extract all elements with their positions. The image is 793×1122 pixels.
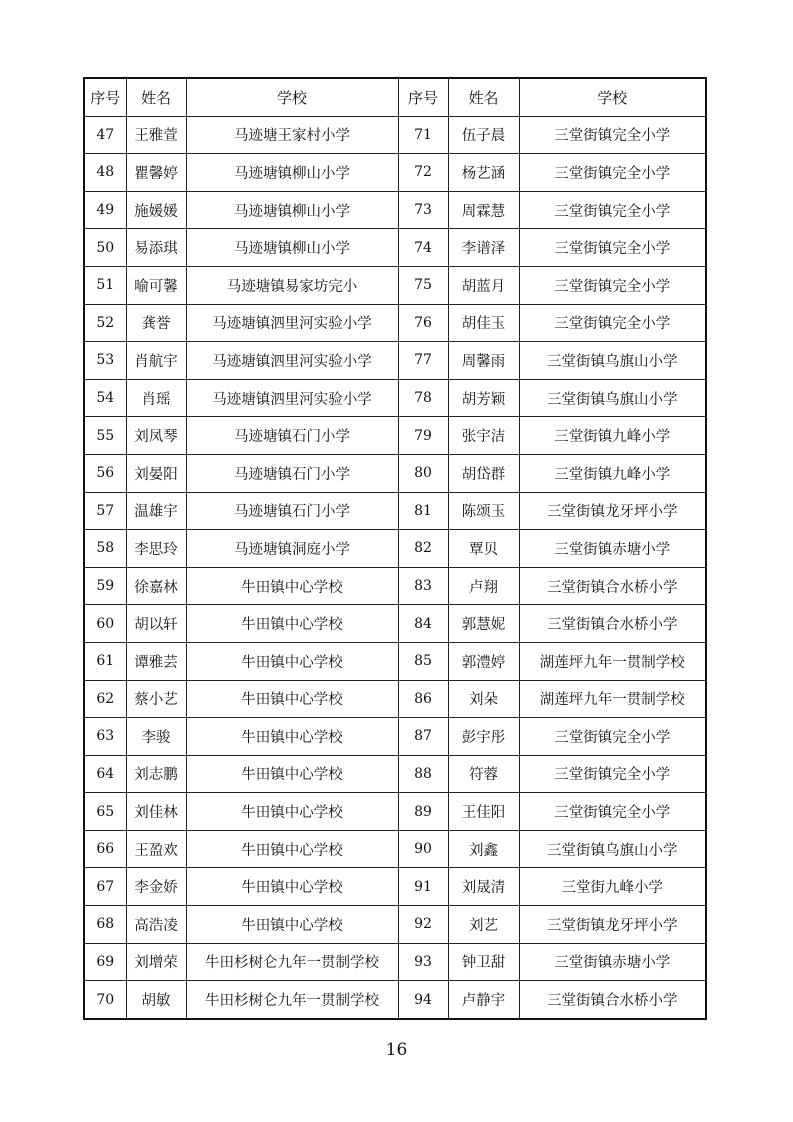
table-row [84, 793, 706, 831]
left-school-cell: 马迹塘镇易家坊完小 [186, 266, 398, 304]
left-seq-cell: 49 [84, 191, 126, 229]
table-row [84, 680, 706, 718]
left-name-cell: 王雅萱 [126, 116, 186, 154]
left-school-cell: 马迹塘镇泗里河实验小学 [186, 342, 398, 380]
right-seq-cell: 84 [398, 605, 448, 643]
right-name-cell: 刘朵 [448, 680, 519, 718]
left-school-cell: 马迹塘镇柳山小学 [186, 229, 398, 267]
left-school-cell: 马迹塘镇泗里河实验小学 [186, 304, 398, 342]
table-row [84, 342, 706, 380]
right-school-cell: 三堂街镇乌旗山小学 [519, 830, 706, 868]
left-seq-cell: 48 [84, 154, 126, 192]
right-name-cell: 郭慧妮 [448, 605, 519, 643]
header-school-left: 学校 [186, 78, 398, 116]
right-school-cell: 三堂街镇完全小学 [519, 154, 706, 192]
left-school-cell: 牛田镇中心学校 [186, 567, 398, 605]
left-seq-cell: 53 [84, 342, 126, 380]
right-seq-cell: 76 [398, 304, 448, 342]
left-name-cell: 王盈欢 [126, 830, 186, 868]
left-name-cell: 蔡小艺 [126, 680, 186, 718]
right-school-cell: 三堂街镇乌旗山小学 [519, 379, 706, 417]
right-name-cell: 周霖慧 [448, 191, 519, 229]
left-seq-cell: 66 [84, 830, 126, 868]
right-school-cell: 三堂街镇完全小学 [519, 266, 706, 304]
left-name-cell: 肖瑶 [126, 379, 186, 417]
left-school-cell: 牛田镇中心学校 [186, 718, 398, 756]
right-school-cell: 湖莲坪九年一贯制学校 [519, 680, 706, 718]
right-name-cell: 杨艺涵 [448, 154, 519, 192]
right-school-cell: 三堂街镇合水桥小学 [519, 981, 706, 1019]
right-name-cell: 王佳阳 [448, 793, 519, 831]
right-seq-cell: 86 [398, 680, 448, 718]
right-name-cell: 符蓉 [448, 755, 519, 793]
left-seq-cell: 54 [84, 379, 126, 417]
table-row [84, 718, 706, 756]
left-seq-cell: 69 [84, 943, 126, 981]
left-seq-cell: 65 [84, 793, 126, 831]
right-seq-cell: 93 [398, 943, 448, 981]
left-school-cell: 马迹塘镇石门小学 [186, 454, 398, 492]
right-seq-cell: 90 [398, 830, 448, 868]
right-name-cell: 胡岱群 [448, 454, 519, 492]
right-school-cell: 三堂街镇九峰小学 [519, 417, 706, 455]
left-school-cell: 牛田镇中心学校 [186, 830, 398, 868]
right-seq-cell: 71 [398, 116, 448, 154]
header-name-right: 姓名 [448, 78, 519, 116]
left-seq-cell: 67 [84, 868, 126, 906]
left-school-cell: 牛田镇中心学校 [186, 642, 398, 680]
left-school-cell: 牛田镇中心学校 [186, 605, 398, 643]
right-name-cell: 胡佳玉 [448, 304, 519, 342]
header-name-left: 姓名 [126, 78, 186, 116]
table-row [84, 868, 706, 906]
right-name-cell: 胡芳颖 [448, 379, 519, 417]
right-school-cell: 三堂街镇龙牙坪小学 [519, 492, 706, 530]
table-row [84, 981, 706, 1019]
right-school-cell: 三堂街镇赤塘小学 [519, 943, 706, 981]
header-seq-left: 序号 [84, 78, 126, 116]
table-row [84, 154, 706, 192]
table-row [84, 379, 706, 417]
table-row [84, 642, 706, 680]
right-seq-cell: 91 [398, 868, 448, 906]
left-name-cell: 刘晏阳 [126, 454, 186, 492]
left-school-cell: 马迹塘王家村小学 [186, 116, 398, 154]
left-school-cell: 牛田镇中心学校 [186, 868, 398, 906]
right-name-cell: 伍子晨 [448, 116, 519, 154]
right-school-cell: 三堂街镇完全小学 [519, 793, 706, 831]
left-seq-cell: 62 [84, 680, 126, 718]
right-seq-cell: 94 [398, 981, 448, 1019]
table-row [84, 906, 706, 944]
page-number: 16 [385, 1040, 408, 1060]
right-school-cell: 三堂街镇完全小学 [519, 304, 706, 342]
left-school-cell: 马迹塘镇柳山小学 [186, 191, 398, 229]
left-name-cell: 谭雅芸 [126, 642, 186, 680]
right-name-cell: 刘晟清 [448, 868, 519, 906]
right-seq-cell: 83 [398, 567, 448, 605]
right-seq-cell: 75 [398, 266, 448, 304]
right-seq-cell: 78 [398, 379, 448, 417]
left-name-cell: 施媛媛 [126, 191, 186, 229]
left-name-cell: 喻可馨 [126, 266, 186, 304]
left-seq-cell: 60 [84, 605, 126, 643]
left-seq-cell: 51 [84, 266, 126, 304]
right-name-cell: 陈颂玉 [448, 492, 519, 530]
table-row [84, 530, 706, 568]
table-row [84, 191, 706, 229]
header-school-right: 学校 [519, 78, 706, 116]
table-row [84, 229, 706, 267]
left-name-cell: 胡以轩 [126, 605, 186, 643]
left-seq-cell: 64 [84, 755, 126, 793]
right-seq-cell: 81 [398, 492, 448, 530]
right-name-cell: 钟卫甜 [448, 943, 519, 981]
left-school-cell: 马迹塘镇石门小学 [186, 492, 398, 530]
left-name-cell: 徐嘉林 [126, 567, 186, 605]
right-seq-cell: 82 [398, 530, 448, 568]
left-name-cell: 刘佳林 [126, 793, 186, 831]
right-seq-cell: 85 [398, 642, 448, 680]
left-seq-cell: 57 [84, 492, 126, 530]
left-name-cell: 胡敏 [126, 981, 186, 1019]
right-name-cell: 张宇洁 [448, 417, 519, 455]
left-name-cell: 李骏 [126, 718, 186, 756]
table-row [84, 417, 706, 455]
right-seq-cell: 89 [398, 793, 448, 831]
right-school-cell: 三堂街镇完全小学 [519, 116, 706, 154]
left-school-cell: 马迹塘镇泗里河实验小学 [186, 379, 398, 417]
table-header-row [84, 78, 706, 116]
right-name-cell: 李谱泽 [448, 229, 519, 267]
left-school-cell: 牛田杉树仑九年一贯制学校 [186, 943, 398, 981]
right-seq-cell: 80 [398, 454, 448, 492]
left-seq-cell: 56 [84, 454, 126, 492]
right-seq-cell: 73 [398, 191, 448, 229]
left-seq-cell: 55 [84, 417, 126, 455]
right-name-cell: 卢翔 [448, 567, 519, 605]
left-name-cell: 瞿馨婷 [126, 154, 186, 192]
left-seq-cell: 61 [84, 642, 126, 680]
left-school-cell: 马迹塘镇洞庭小学 [186, 530, 398, 568]
table-row [84, 605, 706, 643]
right-school-cell: 三堂街镇合水桥小学 [519, 567, 706, 605]
right-seq-cell: 74 [398, 229, 448, 267]
right-name-cell: 卢静宇 [448, 981, 519, 1019]
left-seq-cell: 47 [84, 116, 126, 154]
left-school-cell: 牛田镇中心学校 [186, 755, 398, 793]
left-seq-cell: 50 [84, 229, 126, 267]
left-seq-cell: 68 [84, 906, 126, 944]
right-seq-cell: 92 [398, 906, 448, 944]
right-seq-cell: 77 [398, 342, 448, 380]
left-seq-cell: 52 [84, 304, 126, 342]
table-row [84, 755, 706, 793]
left-name-cell: 肖航宇 [126, 342, 186, 380]
table-row [84, 830, 706, 868]
right-school-cell: 湖莲坪九年一贯制学校 [519, 642, 706, 680]
table-row [84, 304, 706, 342]
table-row [84, 492, 706, 530]
left-seq-cell: 70 [84, 981, 126, 1019]
table-row [84, 116, 706, 154]
right-school-cell: 三堂街镇完全小学 [519, 718, 706, 756]
student-list-table [83, 77, 707, 1020]
right-school-cell: 三堂街镇完全小学 [519, 755, 706, 793]
left-school-cell: 牛田镇中心学校 [186, 906, 398, 944]
left-name-cell: 易添琪 [126, 229, 186, 267]
left-name-cell: 李金娇 [126, 868, 186, 906]
left-name-cell: 刘志鹏 [126, 755, 186, 793]
right-name-cell: 周馨雨 [448, 342, 519, 380]
table-row [84, 454, 706, 492]
right-seq-cell: 88 [398, 755, 448, 793]
right-seq-cell: 87 [398, 718, 448, 756]
right-seq-cell: 72 [398, 154, 448, 192]
table-row [84, 567, 706, 605]
table-row [84, 266, 706, 304]
table-body [84, 116, 706, 1019]
left-name-cell: 高浩凌 [126, 906, 186, 944]
right-school-cell: 三堂街镇完全小学 [519, 229, 706, 267]
right-name-cell: 覃贝 [448, 530, 519, 568]
left-seq-cell: 58 [84, 530, 126, 568]
right-school-cell: 三堂街镇龙牙坪小学 [519, 906, 706, 944]
left-school-cell: 马迹塘镇石门小学 [186, 417, 398, 455]
right-school-cell: 三堂街镇赤塘小学 [519, 530, 706, 568]
header-seq-right: 序号 [398, 78, 448, 116]
left-name-cell: 刘增荣 [126, 943, 186, 981]
right-name-cell: 彭宇彤 [448, 718, 519, 756]
right-school-cell: 三堂街九峰小学 [519, 868, 706, 906]
table-row [84, 943, 706, 981]
right-school-cell: 三堂街镇合水桥小学 [519, 605, 706, 643]
left-seq-cell: 63 [84, 718, 126, 756]
right-school-cell: 三堂街镇九峰小学 [519, 454, 706, 492]
left-name-cell: 温雄宇 [126, 492, 186, 530]
left-name-cell: 龚誉 [126, 304, 186, 342]
left-school-cell: 牛田镇中心学校 [186, 793, 398, 831]
left-school-cell: 牛田杉树仑九年一贯制学校 [186, 981, 398, 1019]
left-seq-cell: 59 [84, 567, 126, 605]
right-name-cell: 郭澧婷 [448, 642, 519, 680]
right-seq-cell: 79 [398, 417, 448, 455]
left-name-cell: 李思玲 [126, 530, 186, 568]
left-school-cell: 牛田镇中心学校 [186, 680, 398, 718]
right-name-cell: 刘艺 [448, 906, 519, 944]
right-school-cell: 三堂街镇完全小学 [519, 191, 706, 229]
right-school-cell: 三堂街镇乌旗山小学 [519, 342, 706, 380]
left-name-cell: 刘凤琴 [126, 417, 186, 455]
right-name-cell: 胡蓝月 [448, 266, 519, 304]
left-school-cell: 马迹塘镇柳山小学 [186, 154, 398, 192]
right-name-cell: 刘鑫 [448, 830, 519, 868]
